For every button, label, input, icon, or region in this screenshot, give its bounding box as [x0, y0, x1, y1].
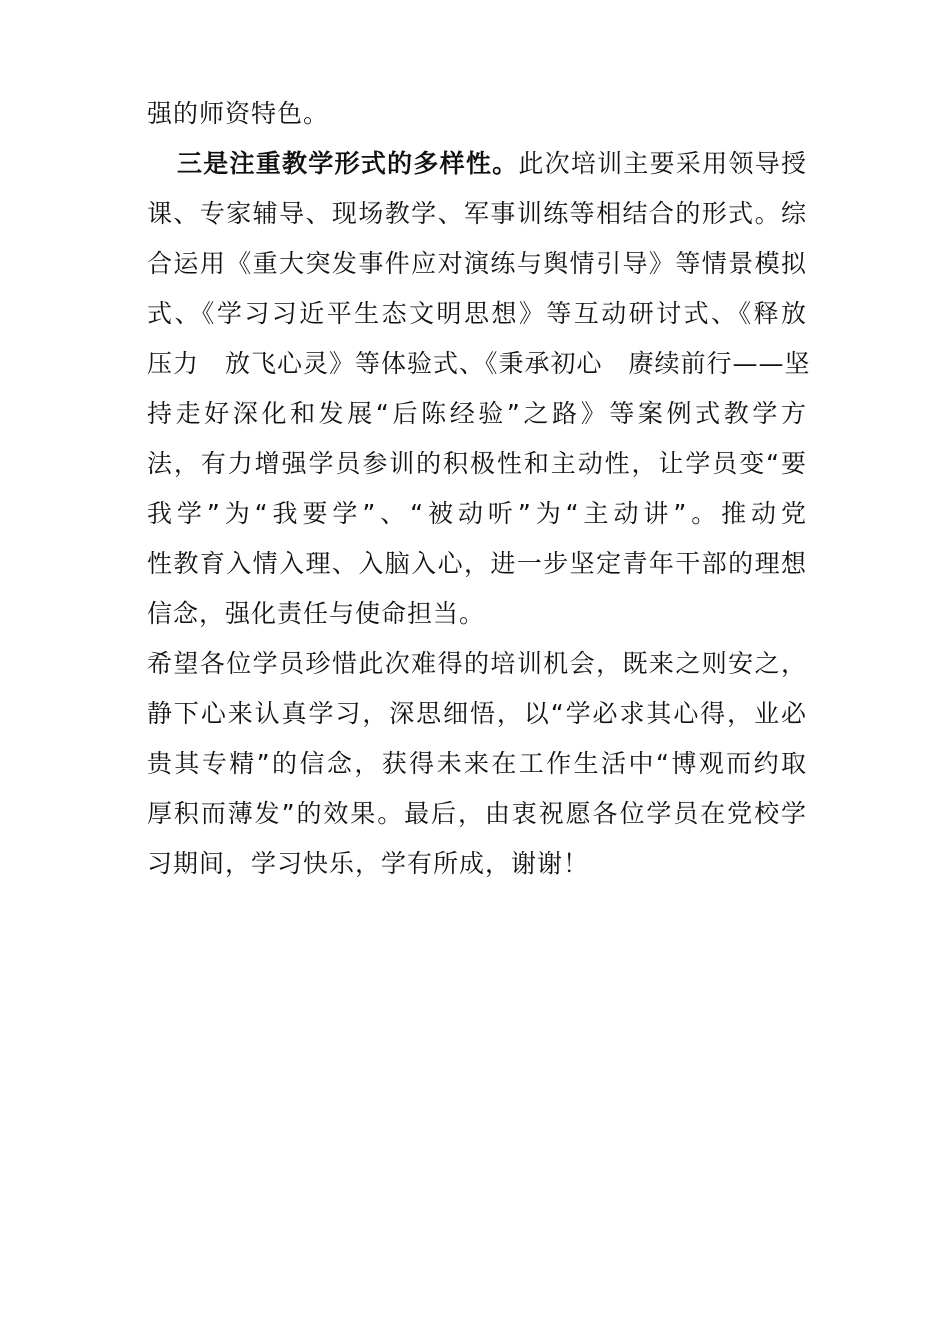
paragraph-line: 贵其专精”的信念，获得未来在工作生活中“博观而约取 — [147, 749, 807, 778]
paragraph-line: 静下心来认真学习，深思细悟，以“学必求其心得，业必 — [147, 699, 807, 728]
paragraph-line: 性教育入情入理、入脑入心，进一步坚定青年干部的理想 — [147, 549, 807, 578]
paragraph-line-with-heading — [177, 139, 807, 189]
paragraph-line: 我学”为“我要学”、“被动听”为“主动讲”。推动党 — [147, 499, 807, 528]
paragraph-line: 式、《学习习近平生态文明思想》等互动研讨式、《释放 — [147, 299, 807, 328]
paragraph-line: 课、专家辅导、现场教学、军事训练等相结合的形式。综 — [147, 199, 807, 228]
paragraph-line: 持走好深化和发展“后陈经验”之路》等案例式教学方 — [147, 399, 807, 428]
paragraph-line-text: 此次培训主要采用领导授 — [518, 149, 807, 178]
bold-heading: 三是注重教学形式的多样性。 — [177, 149, 519, 178]
paragraph-line: 希望各位学员珍惜此次难得的培训机会，既来之则安之， — [147, 649, 807, 678]
paragraph-line: 法，有力增强学员参训的积极性和主动性，让学员变“要 — [147, 449, 807, 478]
paragraph-line: 强的师资特色。 — [147, 99, 330, 128]
paragraph-line: 厚积而薄发”的效果。最后，由衷祝愿各位学员在党校学 — [147, 799, 807, 828]
paragraph-line: 信念，强化责任与使命担当。 — [147, 599, 486, 628]
paragraph-line: 合运用《重大突发事件应对演练与舆情引导》等情景模拟 — [147, 249, 807, 278]
paragraph-line: 压力 放飞心灵》等体验式、《秉承初心 赓续前行——坚 — [147, 349, 811, 378]
paragraph-line: 习期间，学习快乐，学有所成，谢谢！ — [147, 849, 590, 878]
